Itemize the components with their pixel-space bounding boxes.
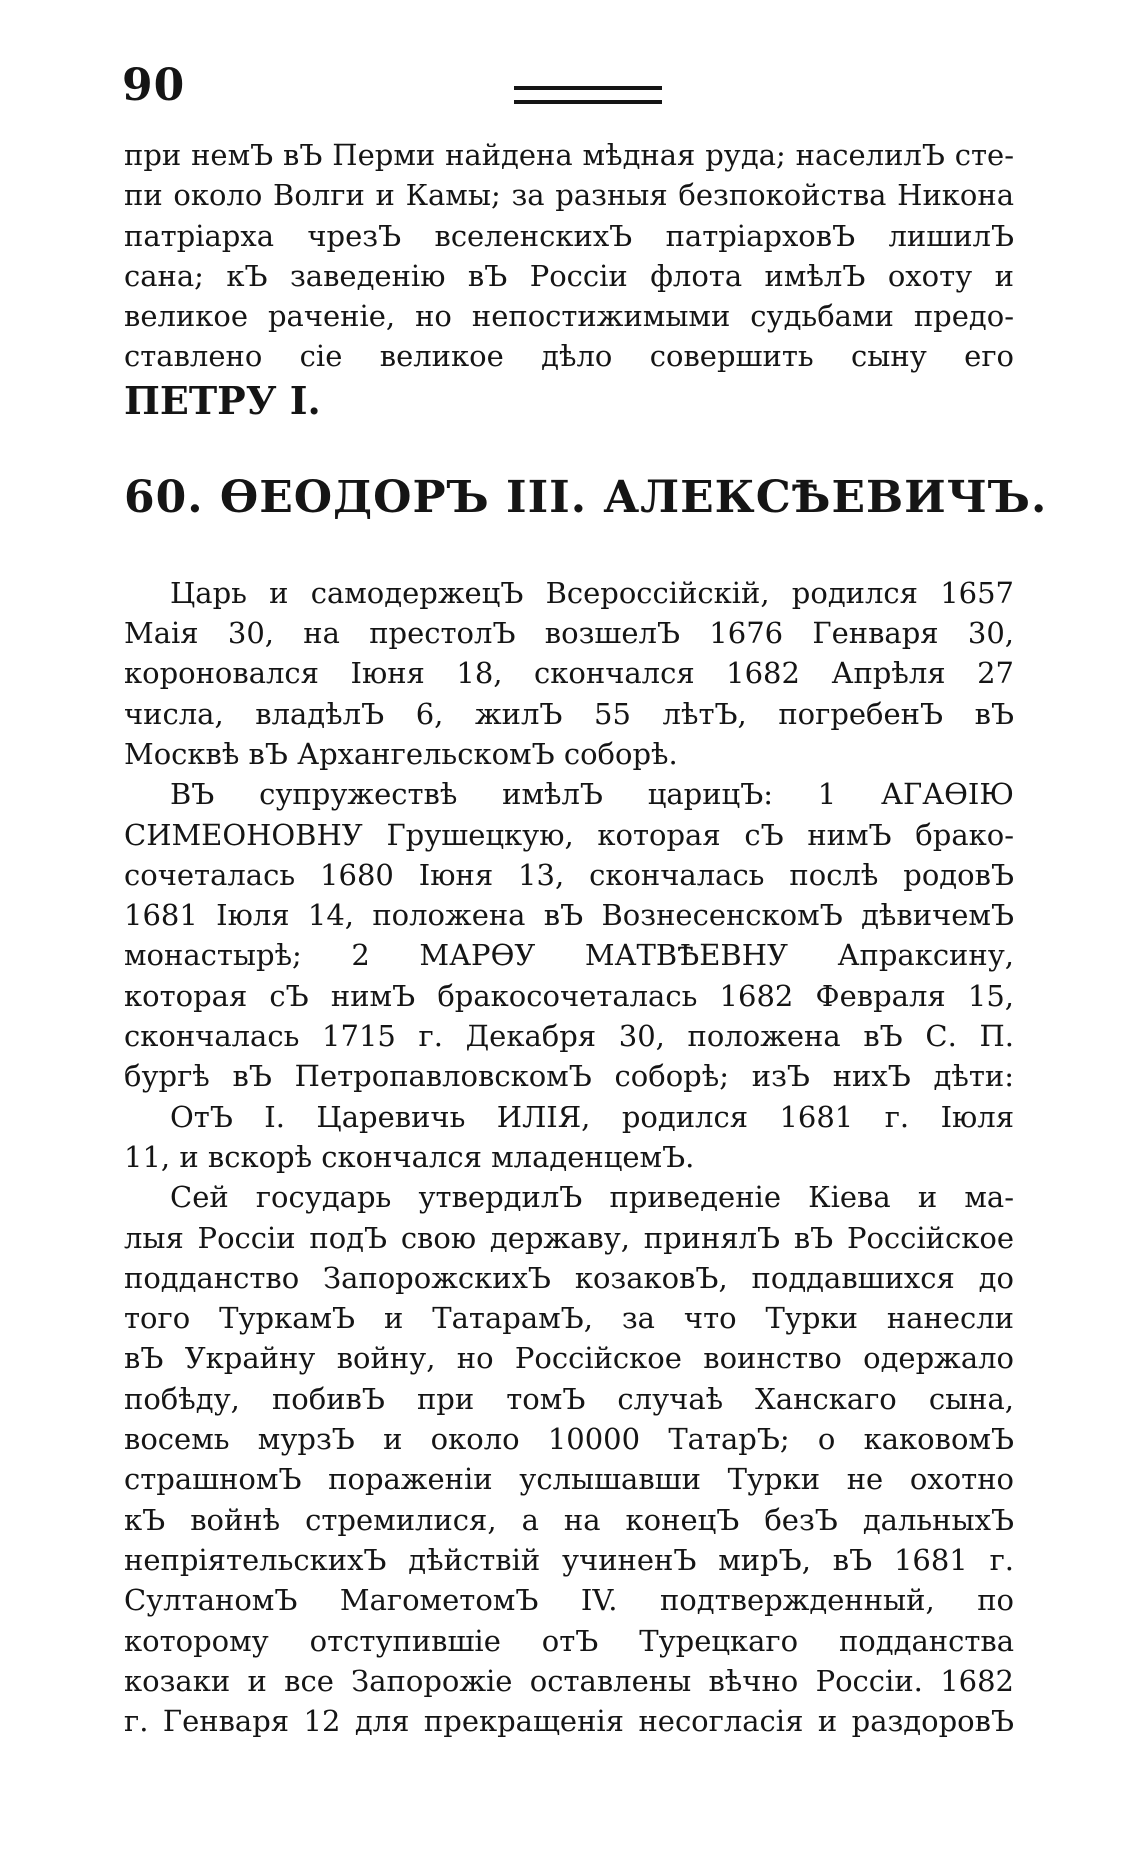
text-line: Сей государь утвердилЪ приведенiе Кiева и ма-: [170, 1180, 1014, 1215]
text-line: скончалась 1715 г. Декабря 30, положена вЪ С. П.: [124, 1019, 1014, 1054]
text-line: бургѣ вЪ ПетропавловскомЪ соборѣ; изЪ нихЪ дѣти:: [124, 1059, 1014, 1094]
text-line: СултаномЪ МагометомЪ IV. подтвержденный, по: [124, 1583, 1014, 1618]
text-line: вЪ Украйну войну, но Россiйское воинство одержало: [124, 1341, 1014, 1376]
page-text: [124, 138, 1048, 1744]
text-line: побѣду, побивЪ при томЪ случаѣ Ханскаго сына,: [124, 1381, 1014, 1416]
text-line: сана; кЪ заведенiю вЪ Россiи флота имѣлЪ охоту и: [124, 258, 1014, 293]
text-line: непрiятельскихЪ дѣйствiй учиненЪ мирЪ, вЪ 1681 г.: [124, 1542, 1014, 1577]
text-line: 11, и вскорѣ скончался младенцемЪ.: [124, 1139, 695, 1174]
text-line: великое раченiе, но непостижимыми судьбами предо-: [124, 299, 1014, 334]
text-line: короновался Iюня 18, скончался 1682 Апрѣля 27: [124, 656, 1014, 691]
text-line: числа, владѣлЪ 6, жилЪ 55 лѣтЪ, погребенЪ вЪ: [124, 696, 1014, 731]
text-line: ВЪ супружествѣ имѣлЪ царицЪ: 1 АГАѲIЮ: [170, 777, 1014, 812]
paragraph-intro: [124, 138, 1014, 422]
text-line: страшномЪ пораженiи услышавши Турки не охотно: [124, 1462, 1014, 1497]
text-line: сочеталась 1680 Iюня 13, скончалась послѣ родовЪ: [124, 857, 1014, 892]
paragraph-3: [124, 1100, 1014, 1174]
header-ornament-rule: [514, 86, 662, 104]
text-line: ОтЪ I. Царевичь ИЛIЯ, родился 1681 г. Iюля: [170, 1099, 1014, 1134]
text-line: ПЕТРУ I.: [124, 379, 321, 422]
text-line: ставлено сiе великое дѣло совершить сыну его: [124, 339, 1014, 374]
page-header: [122, 60, 1022, 110]
text-line: лыя Россiи подЪ свою державу, принялЪ вЪ Россiйское: [124, 1220, 1014, 1255]
text-line: кЪ войнѣ стремилися, а на конецЪ безЪ дальныхЪ: [124, 1502, 1014, 1537]
text-line: патрiарха чрезЪ вселенскихЪ патрiарховЪ лишилЪ: [124, 218, 1014, 253]
text-line: Царь и самодержецЪ Всероссiйскiй, родился 1657: [170, 575, 1014, 610]
text-line: подданство ЗапорожскихЪ козаковЪ, поддавшихся до: [124, 1260, 1014, 1295]
text-line: пи около Волги и Камы; за разныя безпокойства Никона: [124, 178, 1014, 213]
text-line: восемь мурзЪ и около 10000 ТатарЪ; о каковомЪ: [124, 1422, 1014, 1457]
page-number: 90: [122, 60, 186, 111]
text-line: Маiя 30, на престолЪ возшелЪ 1676 Генваря 30,: [124, 616, 1014, 651]
paragraph-2: [124, 777, 1014, 1093]
text-line: которому отступившiе отЪ Турецкаго подданства: [124, 1623, 1014, 1658]
text-line: при немЪ вЪ Перми найдена мѣдная руда; населилЪ сте-: [124, 138, 1014, 172]
text-line: монастырѣ; 2 МАРѲУ МАТВѢЕВНУ Апраксину,: [124, 938, 1014, 973]
text-line: козаки и все Запорожiе оставлены вѣчно Россiи. 1682: [124, 1663, 1014, 1698]
paragraph-4: [124, 1180, 1014, 1738]
text-line: 1681 Iюля 14, положена вЪ ВознесенскомЪ дѣвичемЪ: [124, 898, 1014, 933]
text-line: которая сЪ нимЪ бракосочеталась 1682 Февраля 15,: [124, 978, 1014, 1013]
text-line: Москвѣ вЪ АрхангельскомЪ соборѣ.: [124, 736, 678, 771]
text-line: г. Генваря 12 для прекращенiя несогласiя и раздоровЪ: [124, 1704, 1014, 1739]
paragraph-1: [124, 576, 1014, 771]
text-line: СИМЕОНОВНУ Грушецкую, которая сЪ нимЪ брако-: [124, 817, 1014, 852]
section-heading: 60. ѲЕОДОРЪ III. АЛЕКСѢЕВИЧЪ.: [124, 471, 1048, 523]
text-line: того ТуркамЪ и ТатарамЪ, за что Турки нанесли: [124, 1301, 1014, 1336]
